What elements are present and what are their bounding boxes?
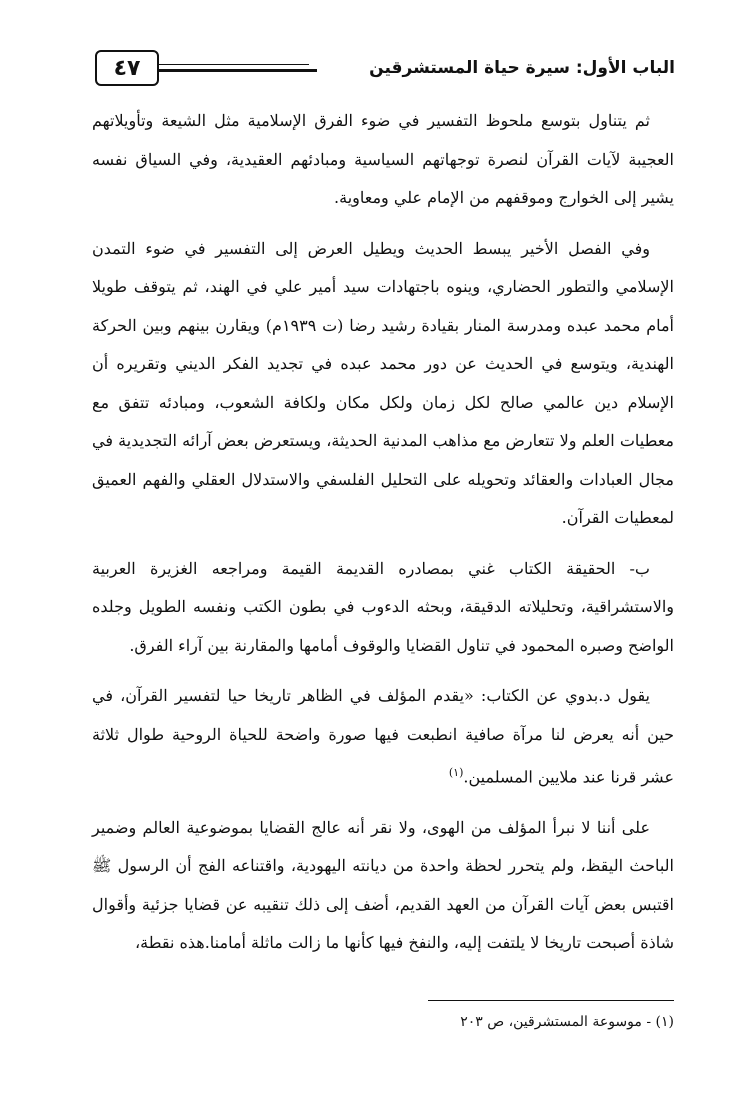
footnote-divider xyxy=(428,1000,674,1001)
page-number-box xyxy=(95,50,159,86)
page-header xyxy=(95,50,675,86)
paragraph-1: ثم يتناول بتوسع ملحوظ التفسير في ضوء الفرق الإسلامية مثل الشيعة وتأويلاتهم العجيبة لآيات القرآن لنصرة توجهاتهم السياسية ومبادئهم العقيدية، وفي السياق نفسه يشير إلى الخوارج وموقفهم من الإمام علي ومعاوية. xyxy=(92,111,674,207)
paragraph-4 xyxy=(92,677,674,797)
footnote: (١) - موسوعة المستشرقين، ص ٢٠٣ xyxy=(460,1014,674,1030)
footnote-marker: (١) xyxy=(448,766,464,779)
body-text xyxy=(92,102,674,963)
paragraph-2: وفي الفصل الأخير يبسط الحديث ويطيل العرض إلى التفسير في ضوء التمدن الإسلامي والتطور الحضاري، وينوه باجتهادات سيد أمير علي في الهند، ثم يتوقف طويلا أمام محمد عبده ومدرسة المنار بقيادة رشيد رضا (ت ١٩٣٩م) ويقارن بينهم وبين الحركة الهندية، ويتوسع في الحديث عن دور محمد عبده في تجديد الفكر الديني وتقريره أن الإسلام دين عالمي صالح لكل زمان ولكل مكان ولكافة الشعوب، ومبادئه تتفق مع معطيات العلم ولا تتعارض مع مذاهب المدنية الحديثة، ويستعرض بعض آرائه التجديدية في مجال العبادات والعقائد وتحويله على التحليل الفلسفي والاستدلال العقلي والفهم العميق لمعطيات القرآن. xyxy=(92,238,674,527)
quote-text: يقول د.بدوي عن الكتاب: «يقدم المؤلف في الظاهر تاريخا حيا لتفسير القرآن، في حين أنه يعرض لنا مرآة صافية انطبعت فيها صورة واضحة للحياة الروحية طوال ثلاثة عشر قرنا عند ملايين المسلمين. xyxy=(92,686,674,787)
chapter-title: الباب الأول: سيرة حياة المستشرقين xyxy=(369,58,675,78)
header-rule-thin xyxy=(159,64,309,65)
paragraph-5: على أننا لا نبرأ المؤلف من الهوى، ولا نقر أنه عالج القضايا بموضوعية العالم وضمير الباحث اليقظ، ولم يتحرر لحظة واحدة من ديانته اليهودية، واقتناعه الفج أن الرسول ﷺ اقتبس بعض آيات القرآن من العهد القديم، أضف إلى ذلك تنقيبه عن قضايا جزئية وأقوال شاذة أصبحت تاريخا لا يلتفت إليه، والنفخ فيها كأنها ما زالت ماثلة أمامنا.هذه نقطة، xyxy=(92,817,674,953)
page-number: ٤٧ xyxy=(113,55,141,81)
header-rule-thick xyxy=(159,69,317,72)
paragraph-3: ب- الحقيقة الكتاب غني بمصادره القديمة القيمة ومراجعه الغزيرة العربية والاستشراقية، وتحليلاته الدقيقة، وبحثه الدءوب في بطون الكتب ونفسه الطويل وجلده الواضح وصبره المحمود في تناول القضايا والوقوف أمامها والمقارنة بين آراء الفرق. xyxy=(92,558,674,655)
